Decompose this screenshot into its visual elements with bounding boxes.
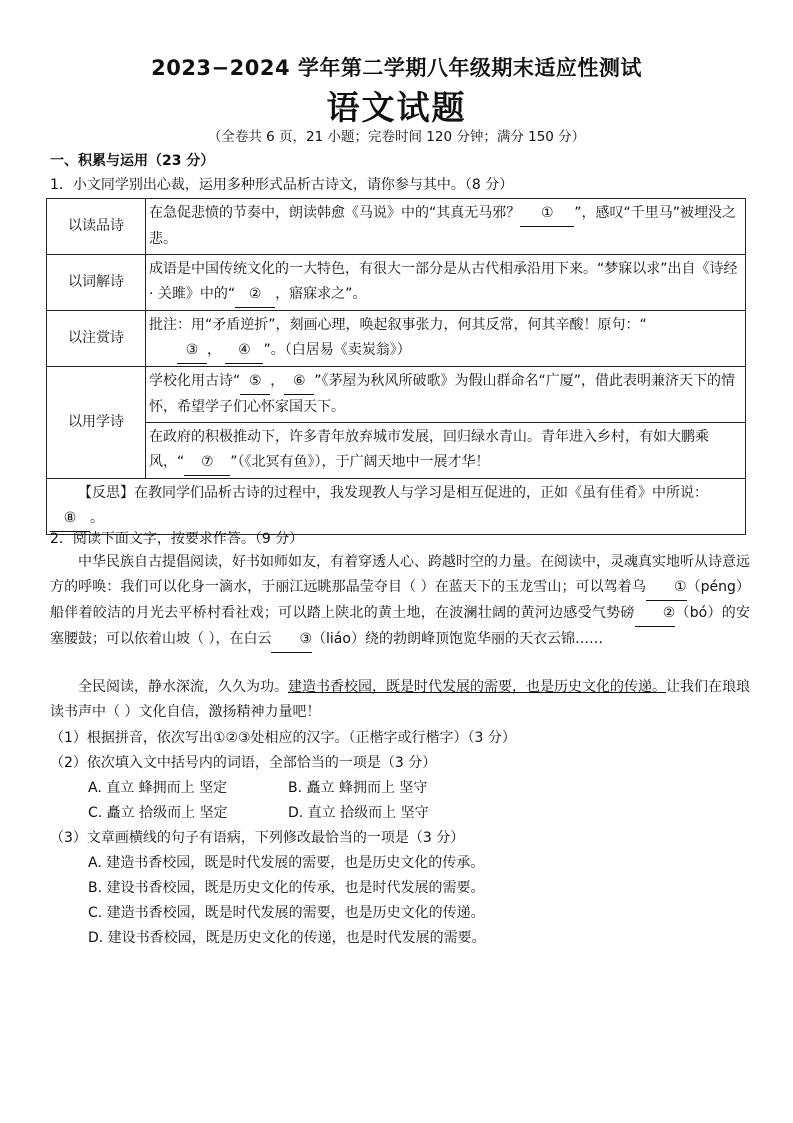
row-text: ”，感叹“千里马”被埋没之悲。 <box>149 205 737 247</box>
table-row <box>47 479 746 535</box>
answer-blank[interactable]: ③ <box>177 338 207 364</box>
row-text: 【反思】在教同学们品析古诗的过程中，我发现教人与学习是相互促进的，正如《虽有佳肴》中所说： <box>78 485 708 501</box>
row-label: 以读品诗 <box>47 199 146 255</box>
row-text: ，寤寐求之”。 <box>275 286 367 302</box>
pinyin: （péng） <box>686 579 751 595</box>
answer-blank[interactable]: ③ <box>271 627 312 653</box>
pinyin: （bó） <box>675 605 722 621</box>
subquestion-3: （3）文章画横线的句子有语病，下列修改最恰当的一项是（3 分） <box>50 830 465 846</box>
option-d[interactable]: D. 直立 拾级而上 坚守 <box>288 805 429 821</box>
answer-blank[interactable]: ⑥ <box>284 369 314 395</box>
row-label: 以用学诗 <box>47 367 146 479</box>
answer-blank[interactable]: ⑦ <box>184 450 230 476</box>
exam-title: 2023−2024 学年第二学期八年级期末适应性测试 <box>151 56 642 80</box>
table-row <box>47 199 746 255</box>
paragraph-text: 船伴着皎洁的月光去平桥村看社戏；可以踏上陕北的黄土地，在波澜壮阔的黄河边感受气势磅 <box>50 605 635 621</box>
section-heading: 一、积累与运用（23 分） <box>50 153 215 169</box>
answer-blank[interactable]: ④ <box>225 338 263 364</box>
option-a[interactable]: A. 建造书香校园，既是时代发展的需要，也是历史文化的传承。 <box>88 855 485 871</box>
row-content <box>146 199 746 255</box>
paragraph-text: 绕的勃朗峰顶饱览华丽的天衣云锦…… <box>364 631 603 647</box>
row-text: 学校化用古诗“ <box>149 373 241 389</box>
option-d[interactable]: D. 建设书香校园，既是历史文化的传递，也是时代发展的需要。 <box>88 930 486 946</box>
row-label: 以词解诗 <box>47 255 146 311</box>
reflection-cell <box>47 479 746 535</box>
row-text: ， <box>270 373 285 389</box>
row-label: 以注赏诗 <box>47 311 146 367</box>
answer-blank[interactable]: ① <box>520 201 574 227</box>
exam-info: （全卷共 6 页，21 小题；完卷时间 120 分钟；满分 150 分） <box>207 129 586 145</box>
subquestion-1: （1）根据拼音，依次写出①②③处相应的汉字。（正楷字或行楷字）（3 分） <box>50 730 516 746</box>
reading-paragraph-2 <box>50 675 750 725</box>
answer-blank[interactable]: ⑤ <box>240 369 270 395</box>
row-text: 批注：用“矛盾逆折”，刻画心理，唤起叙事张力，何其反常，何其辛酸！原句：“ <box>149 317 647 333</box>
row-text: ， <box>207 342 221 358</box>
option-b[interactable]: B. 矗立 蜂拥而上 坚守 <box>288 780 428 796</box>
pinyin: （liáo） <box>312 631 365 647</box>
row-text: ”。（白居易《卖炭翁》） <box>263 342 411 358</box>
table-row <box>47 311 746 367</box>
table-row <box>47 423 746 479</box>
option-a[interactable]: A. 直立 蜂拥而上 坚定 <box>88 780 228 796</box>
table-row <box>47 255 746 311</box>
row-text: ”《茅屋为秋风所破歌》为假山群命名“广厦”，借此表明兼济天下的情怀，希望学子们心怀家国天下。 <box>149 373 736 415</box>
row-content <box>146 423 746 479</box>
subject-title: 语文试题 <box>326 88 467 127</box>
row-content <box>146 367 746 423</box>
option-c[interactable]: C. 矗立 拾级而上 坚定 <box>88 805 228 821</box>
reading-paragraph-1 <box>50 550 750 653</box>
paragraph-text: 的安塞腰鼓；可以依着山坡（ ），在白云 <box>50 605 751 647</box>
answer-blank[interactable]: ⑧ <box>50 506 90 532</box>
row-content <box>146 311 746 367</box>
row-text: 。 <box>90 510 104 526</box>
option-c[interactable]: C. 建造书香校园，既是时代发展的需要，也是历史文化的传递。 <box>88 905 485 921</box>
answer-blank[interactable]: ② <box>635 601 676 627</box>
table-row <box>47 367 746 423</box>
row-text: 在急促悲愤的节奏中，朗读韩愈《马说》中的“其真无马邪？ <box>149 205 521 221</box>
poetry-table <box>46 198 746 535</box>
question-2-stem: 2．阅读下面文字，按要求作答。（9 分） <box>50 531 304 547</box>
row-text: 在政府的积极推动下，许多青年放弃城市发展，回归绿水青山。青年进入乡村，有如大鹏乘风，“ <box>149 429 709 470</box>
paragraph-text: 全民阅读，静水深流，久久为功。 <box>78 679 288 695</box>
row-text: 成语是中国传统文化的一大特色，有很大一部分是从古代相承沿用下来。“梦寐以求”出自《诗经 · 关雎》中的“ <box>149 261 738 302</box>
answer-blank[interactable]: ① <box>646 575 687 601</box>
question-1-stem: 1．小文同学别出心裁，运用多种形式品析古诗文，请你参与其中。（8 分） <box>50 177 514 193</box>
answer-blank[interactable]: ② <box>235 282 275 308</box>
subquestion-2: （2）依次填入文中括号内的词语，全部恰当的一项是（3 分） <box>50 755 437 771</box>
row-text: ”（《北冥有鱼》），于广阔天地中一展才华！ <box>230 454 490 470</box>
paragraph-text: 中华民族自古提倡阅读，好书如师如友，有着穿透人心、跨越时空的力量。在阅读中，灵魂真实地听从诗意远方的呼唤：我们可以化身一滴水，于丽江远眺那晶莹夺目（ ）在蓝天下的玉龙雪山；可以驾着乌 <box>50 554 750 595</box>
underlined-sentence: 建造书香校园，既是时代发展的需要，也是历史文化的传递。 <box>288 679 666 695</box>
paragraph-text: 让我们在琅琅读书声中（ ）文化自信，激扬精神力量吧！ <box>50 679 750 720</box>
option-b[interactable]: B. 建设书香校园，既是历史文化的传承，也是时代发展的需要。 <box>88 880 485 896</box>
row-content <box>146 255 746 311</box>
